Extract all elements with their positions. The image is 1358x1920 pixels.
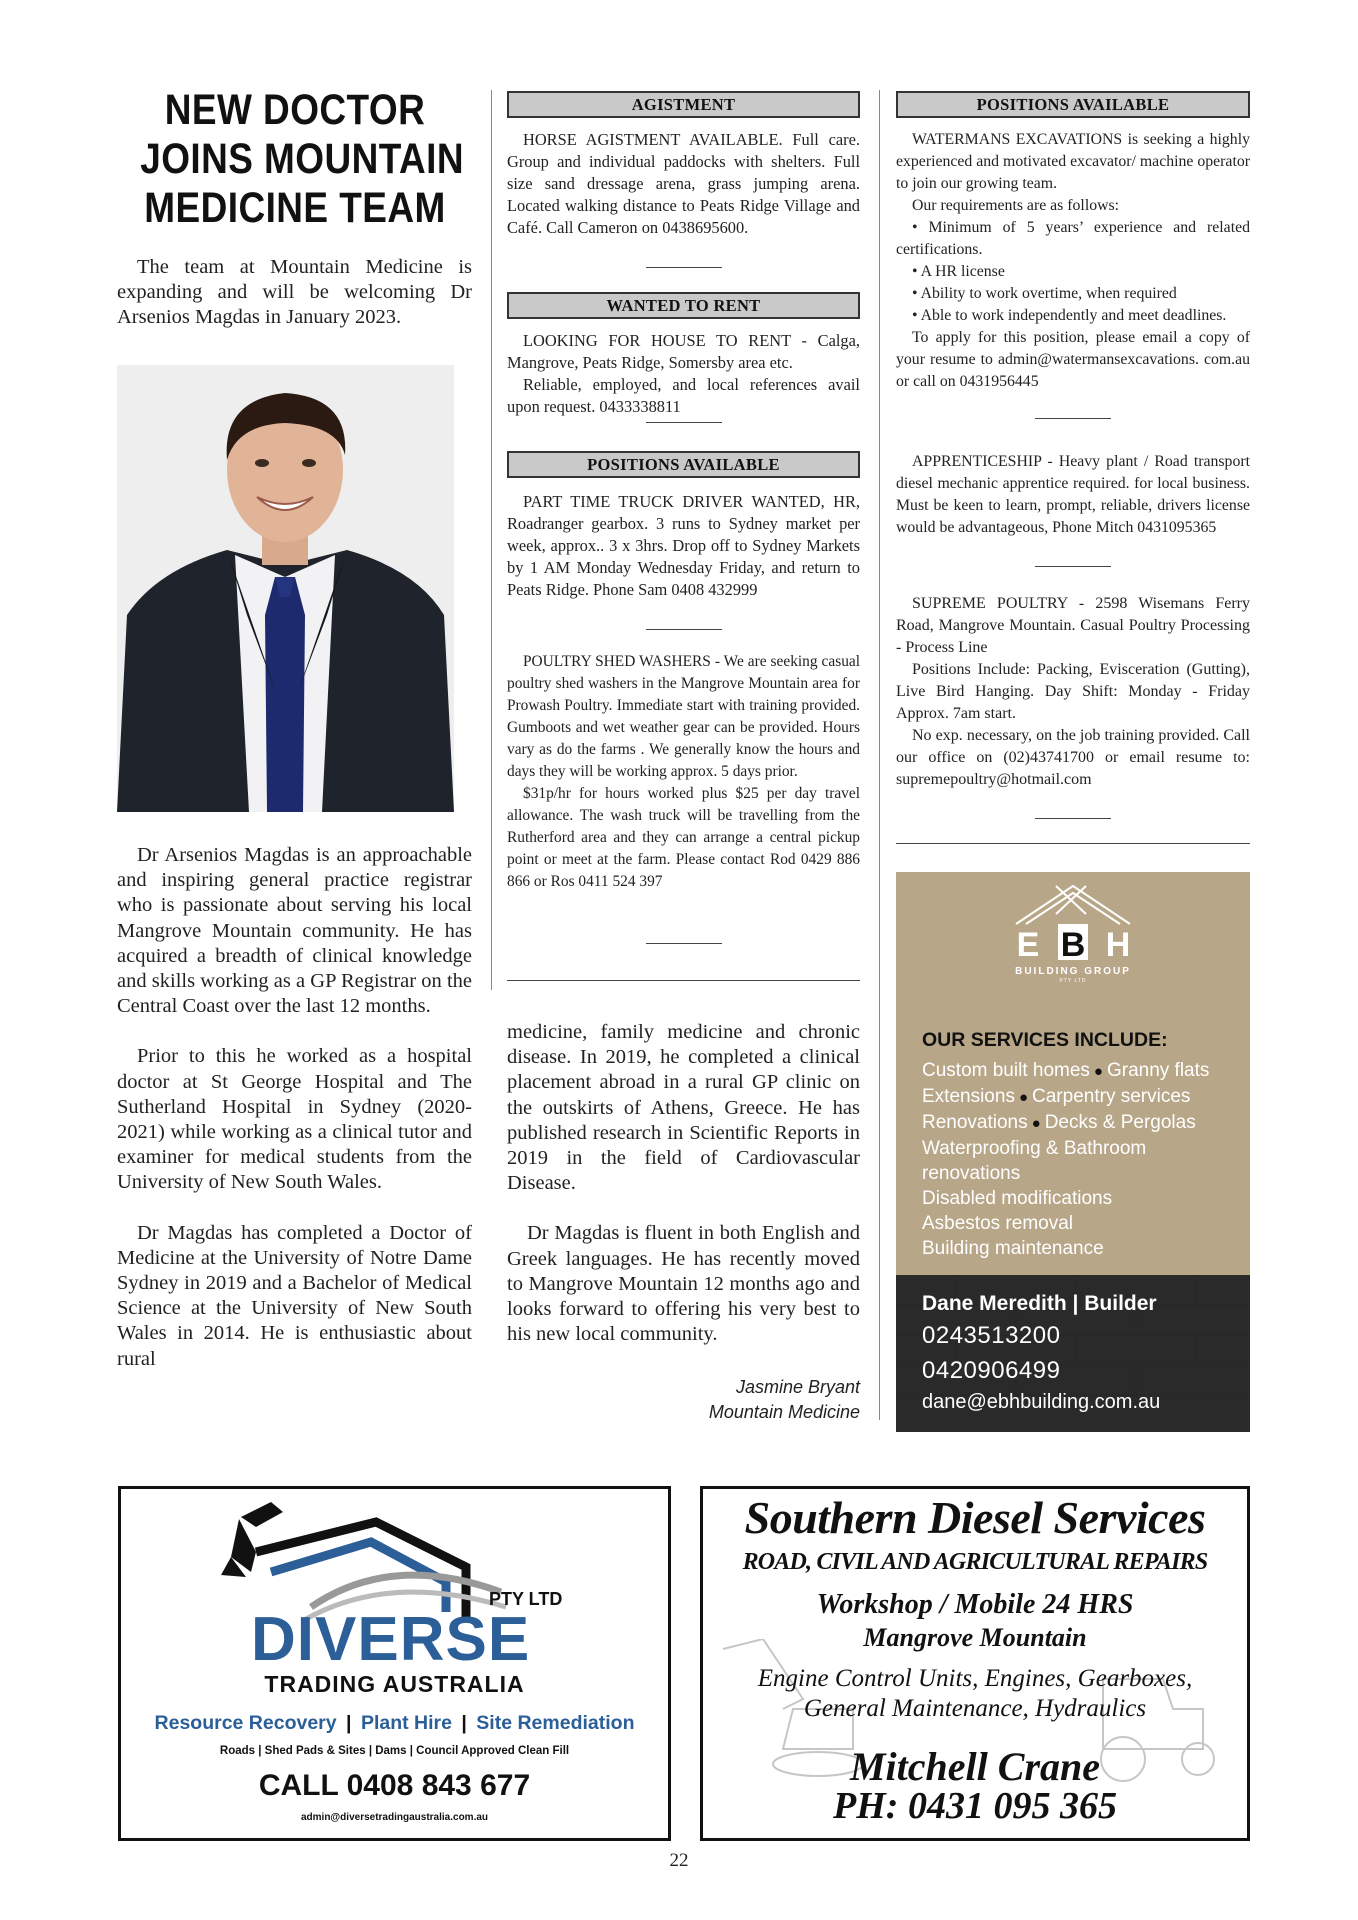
ebh-service-row xyxy=(922,1058,1242,1084)
sds-services-1: Engine Control Units, Engines, Gearboxes, xyxy=(757,1665,1193,1692)
diverse-phone[interactable]: CALL 0408 843 677 xyxy=(258,1769,531,1802)
ebh-services-list xyxy=(922,1058,1242,1261)
truck-text: PART TIME TRUCK DRIVER WANTED, HR, Roadranger gearbox. 3 runs to Sydney market per week, approx.. 3 x 3hrs. Drop off to Sydney Markets by 1 AM Monday Wednesday Friday, and return to Peats Ridge. Phone Sam 0408 432999 xyxy=(507,492,860,599)
page-number: 22 xyxy=(669,1850,689,1871)
ebh-building-ad[interactable] xyxy=(896,872,1250,1432)
service-maintenance: Building maintenance xyxy=(922,1238,1104,1259)
service-decks: Decks & Pergolas xyxy=(1044,1112,1196,1133)
ebh-phone-2[interactable]: 0420906499 xyxy=(922,1357,1061,1384)
article-byline xyxy=(600,1375,860,1425)
article-paragraph: Dr Magdas is fluent in both English and Greek languages. He has recently moved to Mangrove Mountain 12 months ago and looks forward to offering his very best to his new local community. xyxy=(507,1222,860,1346)
ad-separator xyxy=(1035,818,1111,819)
watermans-bullet: • Able to work independently and meet deadlines. xyxy=(912,307,1227,324)
ebh-logo-sub: BUILDING GROUP xyxy=(1015,966,1131,977)
byline-name: Jasmine Bryant xyxy=(735,1377,860,1397)
diverse-services xyxy=(121,1712,668,1735)
separator: | xyxy=(461,1712,467,1734)
article-paragraph: Dr Magdas has completed a Doctor of Medicine at the University of Notre Dame Sydney in 2019 and a Bachelor of Medical Science at the University of New South Wales in 2014. He is enthusiastic about rural xyxy=(117,1221,472,1370)
ebh-letter-e: E xyxy=(1016,926,1040,964)
sds-phone[interactable]: PH: 0431 095 365 xyxy=(833,1785,1117,1827)
service-resource-recovery: Resource Recovery xyxy=(154,1712,337,1734)
ad-separator xyxy=(1035,566,1111,567)
diverse-trading-ad[interactable] xyxy=(118,1486,671,1841)
intro-paragraph: The team at Mountain Medicine is expanding and will be welcoming Dr Arsenios Magdas in January 2023. xyxy=(117,256,472,329)
supreme-text-3: No exp. necessary, on the job training provided. Call our office on (02)43741700 or email resume to: supremepoultry@hotmail.com xyxy=(896,727,1250,788)
apprenticeship-ad xyxy=(896,451,1250,539)
ebh-service-row xyxy=(922,1084,1242,1110)
ebh-services-title: OUR SERVICES INCLUDE: xyxy=(922,1029,1168,1051)
service-disabled-mods: Disabled modifications xyxy=(922,1188,1113,1209)
positions-header-right: POSITIONS AVAILABLE xyxy=(896,91,1250,118)
service-extensions: Extensions xyxy=(922,1086,1015,1107)
apprentice-text: APPRENTICESHIP - Heavy plant / Road transport diesel mechanic apprentice required. for local business. Must be keen to learn, prompt, reliable, drivers license would be advantageous, Phone Mitch 0431095365 xyxy=(896,453,1250,536)
diverse-pty-ltd: PTY LTD xyxy=(489,1589,563,1609)
diverse-subtitle: TRADING AUSTRALIA xyxy=(264,1671,525,1697)
supreme-text-2: Positions Include: Packing, Evisceration (Gutting), Live Bird Hanging. Day Shift: Monday - Friday Approx. 7am start. xyxy=(896,661,1250,722)
watermans-requirements: Our requirements are as follows: xyxy=(912,197,1120,214)
positions-header-middle: POSITIONS AVAILABLE xyxy=(507,451,860,478)
ebh-service-row xyxy=(922,1110,1242,1136)
wanted-text-2: Reliable, employed, and local references avail upon request. 0433338811 xyxy=(507,375,860,416)
article-paragraph: medicine, family medicine and chronic disease. In 2019, he completed a clinical placement abroad in a rural GP clinic on the outskirts of Athens, Greece. He has published research in Scientific Reports in 2019 in the field of Cardiovascular Disease. xyxy=(507,1021,860,1195)
ebh-contact-name: Dane Meredith | Builder xyxy=(922,1292,1157,1315)
column-separator xyxy=(491,90,492,990)
article-intro xyxy=(117,255,472,331)
watermans-apply: To apply for this position, please email a copy of your resume to admin@watermansexcavations. com.au or call on 0431956445 xyxy=(896,329,1250,390)
service-granny-flats: Granny flats xyxy=(1106,1060,1210,1081)
bullet-icon: ● xyxy=(1031,1115,1041,1132)
article-paragraph: Dr Arsenios Magdas is an approachable and inspiring general practice registrar who is passionate about serving his local Mangrove Mountain community. He has acquired a breadth of clinical knowledge and skills working as a GP Registrar on the Central Coast over the last 12 months. xyxy=(117,844,472,1018)
sds-title: Southern Diesel Services xyxy=(744,1492,1206,1543)
ebh-phone-1[interactable]: 0243513200 xyxy=(922,1322,1061,1349)
headline-line-1: NEW DOCTOR xyxy=(164,86,426,134)
article-column-2 xyxy=(507,1020,860,1372)
byline-org: Mountain Medicine xyxy=(708,1402,860,1422)
ad-separator xyxy=(1035,418,1111,419)
service-site-remediation: Site Remediation xyxy=(476,1712,635,1734)
wanted-to-rent-ad xyxy=(507,330,860,418)
sds-services-2: General Maintenance, Hydraulics xyxy=(803,1695,1147,1722)
article-paragraph: Prior to this he worked as a hospital doctor at St George Hospital and The Sutherland Hospital in Sydney (2020-2021) while working as a clinical tutor and examiner for medical students from the University of New South Wales. xyxy=(117,1045,472,1194)
ad-separator xyxy=(646,267,722,268)
service-waterproofing: Waterproofing & Bathroom xyxy=(922,1138,1147,1159)
agistment-text: HORSE AGISTMENT AVAILABLE. Full care. Group and individual paddocks with shelters. Full size sand dressage arena, grass jumping arena. Located walking distance to Peats Ridge Village and Café. Call Cameron on 0438695600. xyxy=(507,130,860,237)
agistment-ad xyxy=(507,129,860,239)
headline-line-3: MEDICINE TEAM xyxy=(144,184,446,232)
diverse-name: DIVERSE xyxy=(251,1605,531,1674)
poultry-washers-ad xyxy=(507,651,860,893)
sds-location: Mangrove Mountain xyxy=(863,1623,1087,1652)
truck-driver-ad xyxy=(507,491,860,601)
bullet-icon: ● xyxy=(1093,1063,1103,1080)
article-headline xyxy=(140,86,464,233)
column-divider xyxy=(507,980,860,981)
column-separator xyxy=(879,90,880,1420)
diverse-small-services: Roads | Shed Pads & Sites | Dams | Council Approved Clean Fill xyxy=(219,1745,570,1757)
ebh-letter-h: H xyxy=(1105,926,1131,964)
ebh-logo xyxy=(896,884,1250,984)
ad-separator xyxy=(646,629,722,630)
service-waterproofing-cont: renovations xyxy=(922,1163,1021,1184)
ebh-logo-sub2: PTY LTD xyxy=(1059,978,1087,984)
sds-contact-name: Mitchell Crane xyxy=(849,1744,1101,1789)
service-plant-hire: Plant Hire xyxy=(360,1712,452,1734)
ebh-email[interactable]: dane@ebhbuilding.com.au xyxy=(922,1391,1161,1413)
poultry-text-2: $31p/hr for hours worked plus $25 per day travel allowance. The wash truck will be travelling from the Rutherford area and they can arrange a central pickup point or meet at the farm. Please contact Rod 0429 886 866 or Ros 0411 524 397 xyxy=(507,785,860,890)
ebh-letter-b: B xyxy=(1060,926,1086,964)
service-renovations: Renovations xyxy=(922,1112,1028,1133)
separator: | xyxy=(346,1712,352,1734)
article-column-1 xyxy=(117,843,472,1372)
service-custom-homes: Custom built homes xyxy=(922,1060,1090,1081)
service-carpentry: Carpentry services xyxy=(1032,1086,1191,1107)
supreme-poultry-ad xyxy=(896,593,1250,791)
watermans-bullet: • Minimum of 5 years’ experience and related certifications. xyxy=(896,219,1250,258)
wanted-to-rent-header: WANTED TO RENT xyxy=(507,292,860,319)
southern-diesel-ad[interactable] xyxy=(700,1486,1250,1841)
watermans-ad xyxy=(896,129,1250,393)
poultry-text-1: POULTRY SHED WASHERS - We are seeking casual poultry shed washers in the Mangrove Mountain area for Prowash Poultry. Immediate start with training provided. Gumboots and wet weather gear can be provided. Hours vary as do the farms . We generally know the hours and days they will be working approx. 5 days prior. xyxy=(507,653,860,780)
ebh-contact xyxy=(922,1290,1160,1416)
ad-separator xyxy=(646,943,722,944)
service-asbestos: Asbestos removal xyxy=(922,1213,1074,1234)
supreme-text-1: SUPREME POULTRY - 2598 Wisemans Ferry Road, Mangrove Mountain. Casual Poultry Processing - Process Line xyxy=(896,595,1250,656)
sds-subtitle: ROAD, CIVIL AND AGRICULTURAL REPAIRS xyxy=(742,1549,1208,1575)
bullet-icon: ● xyxy=(1018,1089,1029,1106)
headline-line-2: JOINS MOUNTAIN xyxy=(140,135,464,183)
agistment-header: AGISTMENT xyxy=(507,91,860,118)
doctor-photo xyxy=(117,365,454,812)
watermans-intro: WATERMANS EXCAVATIONS is seeking a highly experienced and motivated excavator/ machine operator to join our growing team. xyxy=(896,131,1250,192)
ad-separator xyxy=(646,422,722,423)
column-divider xyxy=(896,843,1250,844)
watermans-bullet: • Ability to work overtime, when required xyxy=(912,285,1177,302)
sds-workshop: Workshop / Mobile 24 HRS xyxy=(816,1589,1134,1620)
watermans-bullet: • A HR license xyxy=(912,263,1005,280)
wanted-text-1: LOOKING FOR HOUSE TO RENT - Calga, Mangrove, Peats Ridge, Somersby area etc. xyxy=(507,331,860,372)
diverse-email[interactable]: admin@diversetradingaustralia.com.au xyxy=(300,1812,489,1823)
